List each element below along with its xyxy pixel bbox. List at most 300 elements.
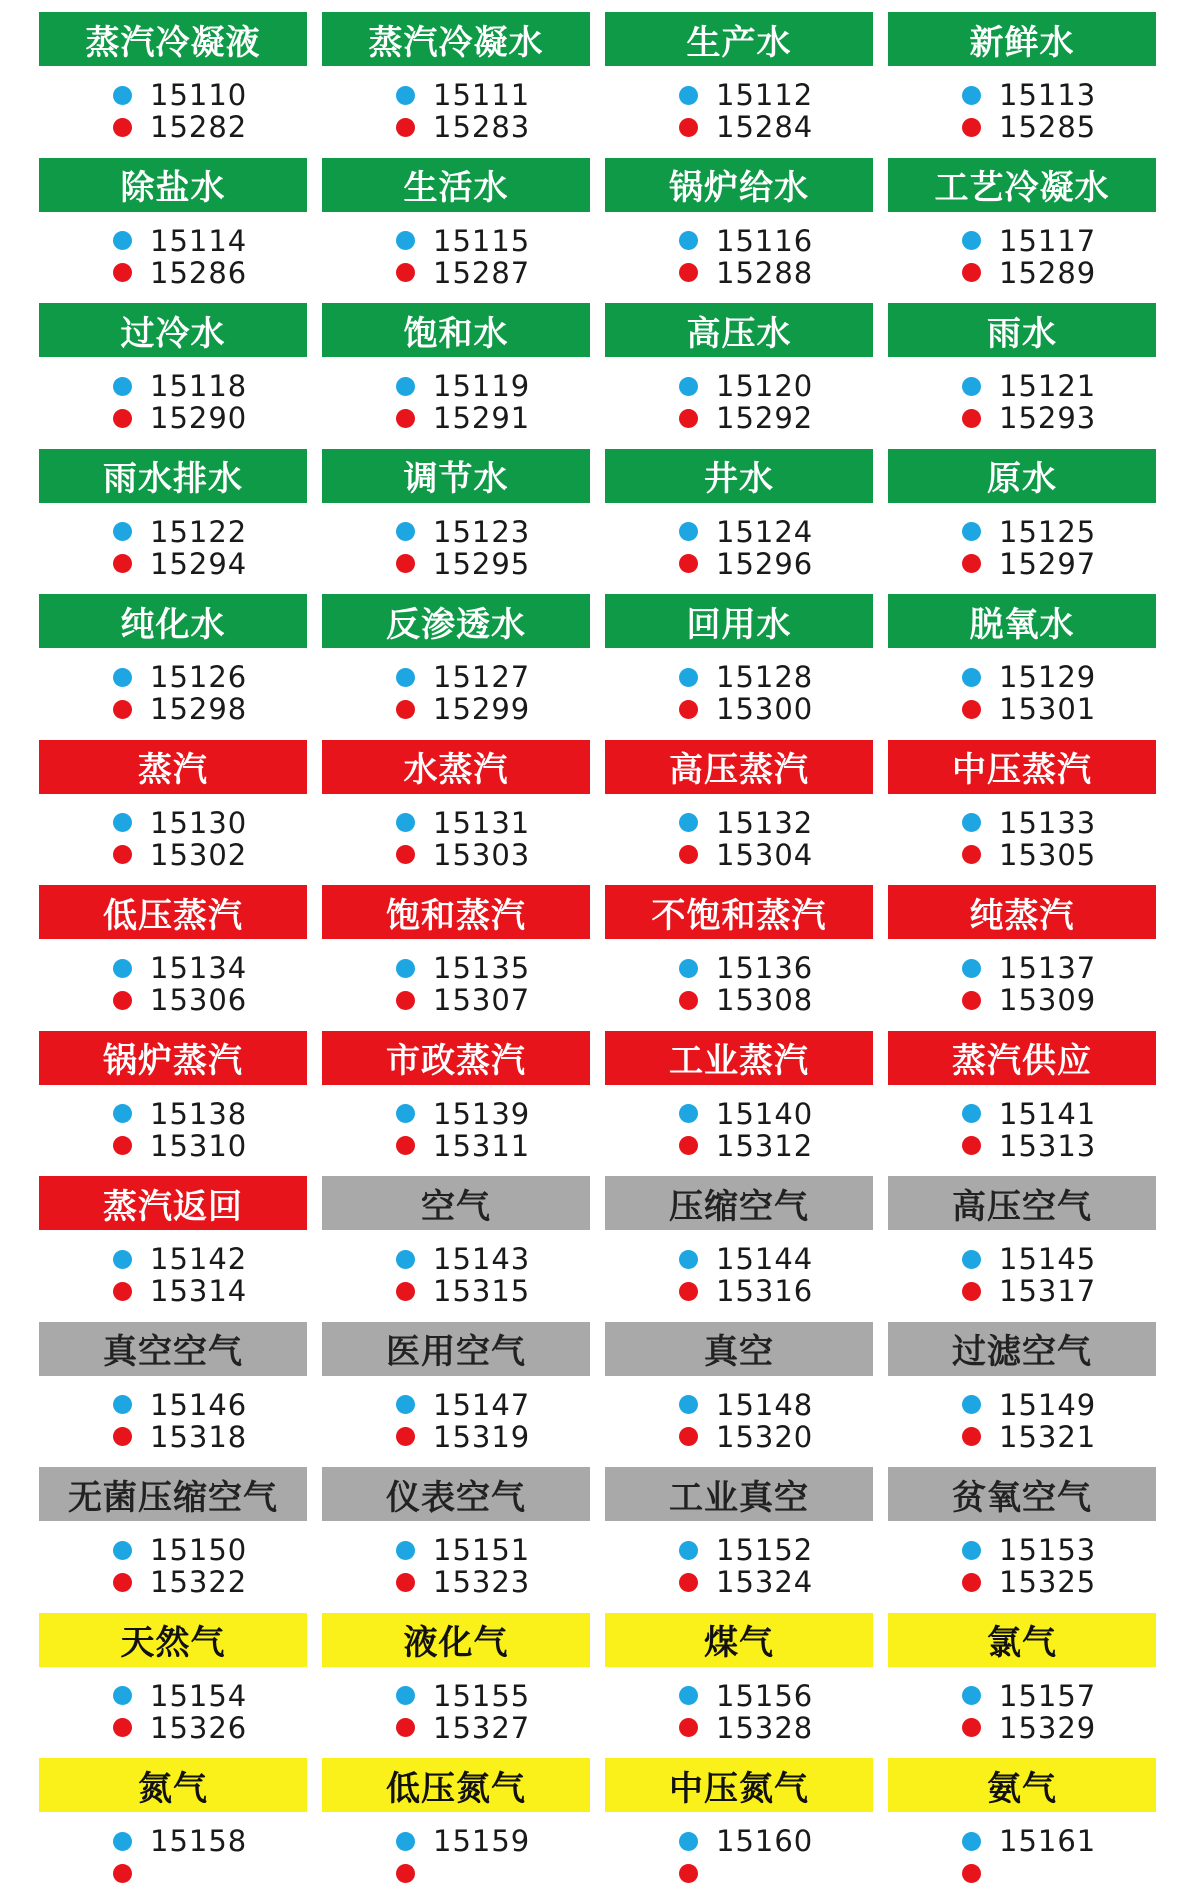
- red-code-line: [113, 1130, 247, 1162]
- pipe-label-card: [605, 1758, 873, 1904]
- blue-code: 15116: [716, 223, 814, 258]
- red-dot-icon: [962, 845, 981, 864]
- pipe-label-card: [888, 449, 1156, 595]
- red-code-line: [113, 693, 247, 725]
- blue-code: 15132: [716, 805, 814, 840]
- red-code-line: [679, 257, 813, 289]
- red-code-line: [113, 1857, 247, 1889]
- blue-code: 15138: [150, 1096, 248, 1131]
- blue-code-line: [113, 225, 247, 257]
- card-title: 水蒸汽: [322, 740, 590, 794]
- code-list: [113, 516, 247, 580]
- blue-code: 15143: [433, 1242, 531, 1276]
- blue-dot-icon: [962, 86, 981, 105]
- code-list: [396, 661, 530, 725]
- red-dot-icon: [962, 409, 981, 428]
- card-title: 调节水: [322, 449, 590, 503]
- code-list: [962, 516, 1096, 580]
- pipe-label-card: [888, 303, 1156, 449]
- blue-dot-icon: [396, 1395, 415, 1414]
- blue-code: 15117: [999, 223, 1097, 258]
- pipe-label-card: [39, 594, 307, 740]
- blue-code-line: [113, 1243, 247, 1275]
- code-list: [679, 1389, 813, 1453]
- code-list: [396, 516, 530, 580]
- red-dot-icon: [679, 1718, 698, 1737]
- blue-code-line: [679, 516, 813, 548]
- red-code: 15312: [716, 1128, 814, 1163]
- red-code: 15316: [716, 1274, 814, 1308]
- card-title: 中压蒸汽: [888, 740, 1156, 794]
- red-dot-icon: [396, 409, 415, 428]
- blue-code-line: [396, 1243, 530, 1275]
- red-code-line: [113, 1275, 247, 1307]
- red-code-line: [962, 402, 1096, 434]
- blue-dot-icon: [962, 377, 981, 396]
- red-code-line: [679, 1130, 813, 1162]
- blue-code: 15149: [999, 1387, 1097, 1422]
- red-code: 15318: [150, 1419, 248, 1454]
- red-code-line: [396, 1566, 530, 1598]
- blue-code-line: [962, 1098, 1096, 1130]
- red-dot-icon: [113, 1573, 132, 1592]
- red-code-line: [113, 1566, 247, 1598]
- pipe-label-card: [322, 885, 590, 1031]
- red-code-line: [679, 1857, 813, 1889]
- red-code: 15321: [999, 1419, 1097, 1454]
- red-code-line: [679, 1275, 813, 1307]
- pipe-label-card: [605, 1467, 873, 1613]
- blue-dot-icon: [962, 1541, 981, 1560]
- blue-dot-icon: [396, 959, 415, 978]
- code-list: [962, 1534, 1096, 1598]
- red-dot-icon: [679, 263, 698, 282]
- red-code: 15302: [150, 837, 248, 872]
- blue-dot-icon: [113, 668, 132, 687]
- red-code: 15308: [716, 983, 814, 1017]
- red-dot-icon: [396, 554, 415, 573]
- red-dot-icon: [396, 991, 415, 1010]
- red-code-line: [962, 1130, 1096, 1162]
- red-code-line: [962, 1712, 1096, 1744]
- red-code: 15307: [433, 983, 531, 1017]
- card-title: 生产水: [605, 12, 873, 66]
- red-dot-icon: [113, 118, 132, 137]
- blue-code: 15139: [433, 1096, 531, 1131]
- blue-code-line: [962, 952, 1096, 984]
- red-code: 15310: [150, 1128, 248, 1163]
- blue-dot-icon: [679, 1686, 698, 1705]
- red-code: 15327: [433, 1710, 531, 1745]
- pipe-label-card: [605, 12, 873, 158]
- blue-code: 15159: [433, 1824, 531, 1858]
- pipe-label-card: [605, 158, 873, 304]
- code-list: [962, 1098, 1096, 1162]
- code-list: [396, 1389, 530, 1453]
- red-code-line: [962, 257, 1096, 289]
- red-dot-icon: [396, 1136, 415, 1155]
- blue-code-line: [396, 1680, 530, 1712]
- card-title: 工业真空: [605, 1467, 873, 1521]
- code-list: [962, 1243, 1096, 1307]
- blue-code-line: [679, 661, 813, 693]
- blue-dot-icon: [679, 668, 698, 687]
- card-title: 纯蒸汽: [888, 885, 1156, 939]
- blue-dot-icon: [113, 1541, 132, 1560]
- blue-code: 15112: [716, 78, 814, 112]
- card-title: 饱和蒸汽: [322, 885, 590, 939]
- red-code: 15295: [433, 546, 531, 581]
- blue-code-line: [396, 79, 530, 111]
- pipe-label-card: [605, 740, 873, 886]
- blue-code: 15129: [999, 660, 1097, 694]
- pipe-label-card: [39, 1176, 307, 1322]
- red-code: 15325: [999, 1565, 1097, 1599]
- red-code: 15289: [999, 255, 1097, 290]
- blue-code: 15158: [150, 1824, 248, 1858]
- red-code: 15284: [716, 110, 814, 144]
- red-dot-icon: [962, 118, 981, 137]
- pipe-label-card: [39, 1322, 307, 1468]
- blue-code: 15122: [150, 514, 248, 549]
- blue-dot-icon: [113, 1395, 132, 1414]
- red-dot-icon: [679, 1864, 698, 1883]
- red-code: 15324: [716, 1565, 814, 1599]
- red-code-line: [396, 1712, 530, 1744]
- blue-dot-icon: [113, 86, 132, 105]
- blue-code: 15135: [433, 951, 531, 985]
- code-list: [962, 1825, 1096, 1889]
- red-code-line: [396, 257, 530, 289]
- code-list: [113, 1680, 247, 1744]
- card-title: 高压蒸汽: [605, 740, 873, 794]
- red-dot-icon: [679, 1427, 698, 1446]
- pipe-label-card: [888, 740, 1156, 886]
- blue-dot-icon: [679, 959, 698, 978]
- red-code-line: [962, 1421, 1096, 1453]
- blue-code-line: [962, 1534, 1096, 1566]
- card-title: 蒸汽返回: [39, 1176, 307, 1230]
- blue-dot-icon: [679, 1395, 698, 1414]
- blue-code: 15153: [999, 1533, 1097, 1567]
- red-dot-icon: [679, 554, 698, 573]
- card-title: 压缩空气: [605, 1176, 873, 1230]
- blue-code: 15154: [150, 1678, 248, 1713]
- code-list: [396, 1534, 530, 1598]
- blue-dot-icon: [396, 377, 415, 396]
- blue-dot-icon: [679, 86, 698, 105]
- red-code: 15323: [433, 1565, 531, 1599]
- red-code: 15304: [716, 837, 814, 872]
- blue-code-line: [113, 807, 247, 839]
- blue-dot-icon: [679, 813, 698, 832]
- pipe-label-card: [605, 303, 873, 449]
- code-list: [679, 661, 813, 725]
- card-title: 中压氮气: [605, 1758, 873, 1812]
- red-dot-icon: [679, 700, 698, 719]
- blue-code: 15147: [433, 1387, 531, 1422]
- red-code: 15317: [999, 1274, 1097, 1308]
- blue-dot-icon: [113, 377, 132, 396]
- card-title: 医用空气: [322, 1322, 590, 1376]
- blue-code: 15150: [150, 1533, 248, 1567]
- red-code-line: [396, 839, 530, 871]
- red-code-line: [113, 111, 247, 143]
- code-list: [962, 661, 1096, 725]
- code-list: [113, 79, 247, 143]
- blue-dot-icon: [962, 1395, 981, 1414]
- red-code: 15320: [716, 1419, 814, 1454]
- red-code-line: [679, 984, 813, 1016]
- pipe-label-card: [605, 1322, 873, 1468]
- blue-code: 15157: [999, 1678, 1097, 1713]
- blue-dot-icon: [679, 1104, 698, 1123]
- card-title: 天然气: [39, 1613, 307, 1667]
- red-dot-icon: [679, 845, 698, 864]
- blue-code-line: [962, 1825, 1096, 1857]
- code-list: [962, 370, 1096, 434]
- blue-code-line: [396, 1534, 530, 1566]
- blue-code: 15127: [433, 660, 531, 694]
- red-code-line: [113, 1712, 247, 1744]
- card-title: 市政蒸汽: [322, 1031, 590, 1085]
- red-dot-icon: [962, 1136, 981, 1155]
- pipe-label-card: [888, 1467, 1156, 1613]
- card-title: 除盐水: [39, 158, 307, 212]
- card-title: 蒸汽供应: [888, 1031, 1156, 1085]
- blue-dot-icon: [396, 668, 415, 687]
- card-title: 低压氮气: [322, 1758, 590, 1812]
- code-list: [679, 1098, 813, 1162]
- red-code-line: [962, 1857, 1096, 1889]
- card-title: 高压水: [605, 303, 873, 357]
- code-list: [396, 952, 530, 1016]
- pipe-label-grid: [39, 12, 1157, 1904]
- code-list: [396, 1243, 530, 1307]
- red-code: 15300: [716, 692, 814, 726]
- card-title: 反渗透水: [322, 594, 590, 648]
- pipe-label-card: [605, 885, 873, 1031]
- blue-code: 15110: [150, 78, 248, 112]
- blue-code-line: [962, 1243, 1096, 1275]
- red-code-line: [679, 839, 813, 871]
- red-code-line: [679, 548, 813, 580]
- blue-code: 15155: [433, 1678, 531, 1713]
- red-code: 15299: [433, 692, 531, 726]
- card-title: 过冷水: [39, 303, 307, 357]
- red-code: 15313: [999, 1128, 1097, 1163]
- red-code-line: [396, 111, 530, 143]
- pipe-label-card: [888, 1758, 1156, 1904]
- blue-code: 15145: [999, 1242, 1097, 1276]
- code-list: [962, 225, 1096, 289]
- pipe-label-card: [322, 740, 590, 886]
- code-list: [679, 225, 813, 289]
- blue-code: 15114: [150, 223, 248, 258]
- pipe-label-card: [39, 12, 307, 158]
- blue-code-line: [679, 1534, 813, 1566]
- pipe-label-card: [322, 158, 590, 304]
- code-list: [396, 225, 530, 289]
- code-list: [113, 1243, 247, 1307]
- blue-code: 15115: [433, 223, 531, 258]
- pipe-label-card: [605, 1176, 873, 1322]
- red-code: 15285: [999, 110, 1097, 144]
- red-code: 15328: [716, 1710, 814, 1745]
- pipe-label-card: [39, 1031, 307, 1177]
- card-title: 工艺冷凝水: [888, 158, 1156, 212]
- code-list: [679, 516, 813, 580]
- code-list: [679, 1534, 813, 1598]
- red-code: 15329: [999, 1710, 1097, 1745]
- red-code-line: [113, 402, 247, 434]
- red-code-line: [962, 1566, 1096, 1598]
- pipe-label-card: [322, 1613, 590, 1759]
- code-list: [396, 807, 530, 871]
- card-title: 氯气: [888, 1613, 1156, 1667]
- blue-code: 15141: [999, 1096, 1097, 1131]
- blue-dot-icon: [679, 1832, 698, 1851]
- blue-code: 15137: [999, 951, 1097, 985]
- blue-code: 15113: [999, 78, 1097, 112]
- blue-dot-icon: [113, 231, 132, 250]
- blue-code-line: [679, 1825, 813, 1857]
- red-dot-icon: [113, 263, 132, 282]
- pipe-label-card: [39, 885, 307, 1031]
- blue-code-line: [396, 225, 530, 257]
- blue-code: 15126: [150, 660, 248, 694]
- red-dot-icon: [962, 700, 981, 719]
- blue-code-line: [962, 807, 1096, 839]
- code-list: [679, 79, 813, 143]
- red-dot-icon: [962, 1282, 981, 1301]
- blue-code: 15121: [999, 369, 1097, 403]
- blue-dot-icon: [396, 1104, 415, 1123]
- red-code: 15319: [433, 1419, 531, 1454]
- blue-code-line: [962, 661, 1096, 693]
- blue-dot-icon: [962, 231, 981, 250]
- red-code-line: [962, 984, 1096, 1016]
- red-code-line: [113, 257, 247, 289]
- card-title: 井水: [605, 449, 873, 503]
- blue-code-line: [113, 1098, 247, 1130]
- blue-code-line: [396, 370, 530, 402]
- blue-code-line: [962, 79, 1096, 111]
- blue-dot-icon: [396, 231, 415, 250]
- blue-code-line: [679, 952, 813, 984]
- pipe-label-card: [39, 1758, 307, 1904]
- red-code: 15282: [150, 110, 248, 144]
- red-dot-icon: [396, 845, 415, 864]
- code-list: [396, 1680, 530, 1744]
- pipe-label-card: [39, 449, 307, 595]
- red-code-line: [113, 984, 247, 1016]
- red-code: 15291: [433, 401, 531, 435]
- blue-code: 15156: [716, 1678, 814, 1713]
- blue-code-line: [679, 1680, 813, 1712]
- blue-code: 15148: [716, 1387, 814, 1422]
- red-code-line: [962, 111, 1096, 143]
- blue-code-line: [679, 225, 813, 257]
- blue-dot-icon: [113, 1104, 132, 1123]
- pipe-label-card: [605, 1031, 873, 1177]
- card-title: 氨气: [888, 1758, 1156, 1812]
- card-title: 原水: [888, 449, 1156, 503]
- card-title: 低压蒸汽: [39, 885, 307, 939]
- blue-code-line: [113, 1389, 247, 1421]
- blue-dot-icon: [679, 377, 698, 396]
- pipe-label-card: [39, 1613, 307, 1759]
- blue-code: 15130: [150, 805, 248, 840]
- card-title: 仪表空气: [322, 1467, 590, 1521]
- red-code-line: [396, 1275, 530, 1307]
- blue-code: 15144: [716, 1242, 814, 1276]
- red-code: 15311: [433, 1128, 531, 1163]
- blue-dot-icon: [962, 668, 981, 687]
- blue-code: 15131: [433, 805, 531, 840]
- blue-code: 15151: [433, 1533, 531, 1567]
- red-code: 15290: [150, 401, 248, 435]
- blue-code-line: [113, 79, 247, 111]
- red-dot-icon: [962, 1427, 981, 1446]
- code-list: [679, 370, 813, 434]
- pipe-label-card: [888, 1176, 1156, 1322]
- blue-code-line: [396, 516, 530, 548]
- red-dot-icon: [113, 1282, 132, 1301]
- red-code-line: [962, 693, 1096, 725]
- blue-code-line: [396, 661, 530, 693]
- blue-code: 15120: [716, 369, 814, 403]
- red-dot-icon: [679, 1136, 698, 1155]
- code-list: [679, 1680, 813, 1744]
- red-code: 15288: [716, 255, 814, 290]
- code-list: [113, 807, 247, 871]
- blue-dot-icon: [113, 959, 132, 978]
- code-list: [396, 1098, 530, 1162]
- blue-dot-icon: [679, 1541, 698, 1560]
- blue-dot-icon: [679, 1250, 698, 1269]
- red-code-line: [396, 1421, 530, 1453]
- blue-code: 15146: [150, 1387, 248, 1422]
- red-code-line: [396, 1130, 530, 1162]
- blue-dot-icon: [962, 1832, 981, 1851]
- blue-code-line: [113, 370, 247, 402]
- red-code-line: [679, 693, 813, 725]
- blue-code: 15111: [433, 78, 531, 112]
- pipe-label-card: [322, 1031, 590, 1177]
- red-dot-icon: [113, 554, 132, 573]
- code-list: [962, 79, 1096, 143]
- card-title: 蒸汽冷凝液: [39, 12, 307, 66]
- blue-code-line: [396, 1098, 530, 1130]
- red-dot-icon: [962, 554, 981, 573]
- blue-code: 15161: [999, 1824, 1097, 1858]
- blue-dot-icon: [396, 813, 415, 832]
- card-title: 高压空气: [888, 1176, 1156, 1230]
- red-dot-icon: [679, 118, 698, 137]
- code-list: [113, 1389, 247, 1453]
- blue-code: 15152: [716, 1533, 814, 1567]
- pipe-label-card: [39, 303, 307, 449]
- card-title: 锅炉给水: [605, 158, 873, 212]
- pipe-label-card: [605, 449, 873, 595]
- card-title: 不饱和蒸汽: [605, 885, 873, 939]
- red-code-line: [679, 402, 813, 434]
- blue-dot-icon: [113, 522, 132, 541]
- blue-code: 15123: [433, 514, 531, 549]
- red-dot-icon: [679, 1282, 698, 1301]
- blue-code-line: [113, 661, 247, 693]
